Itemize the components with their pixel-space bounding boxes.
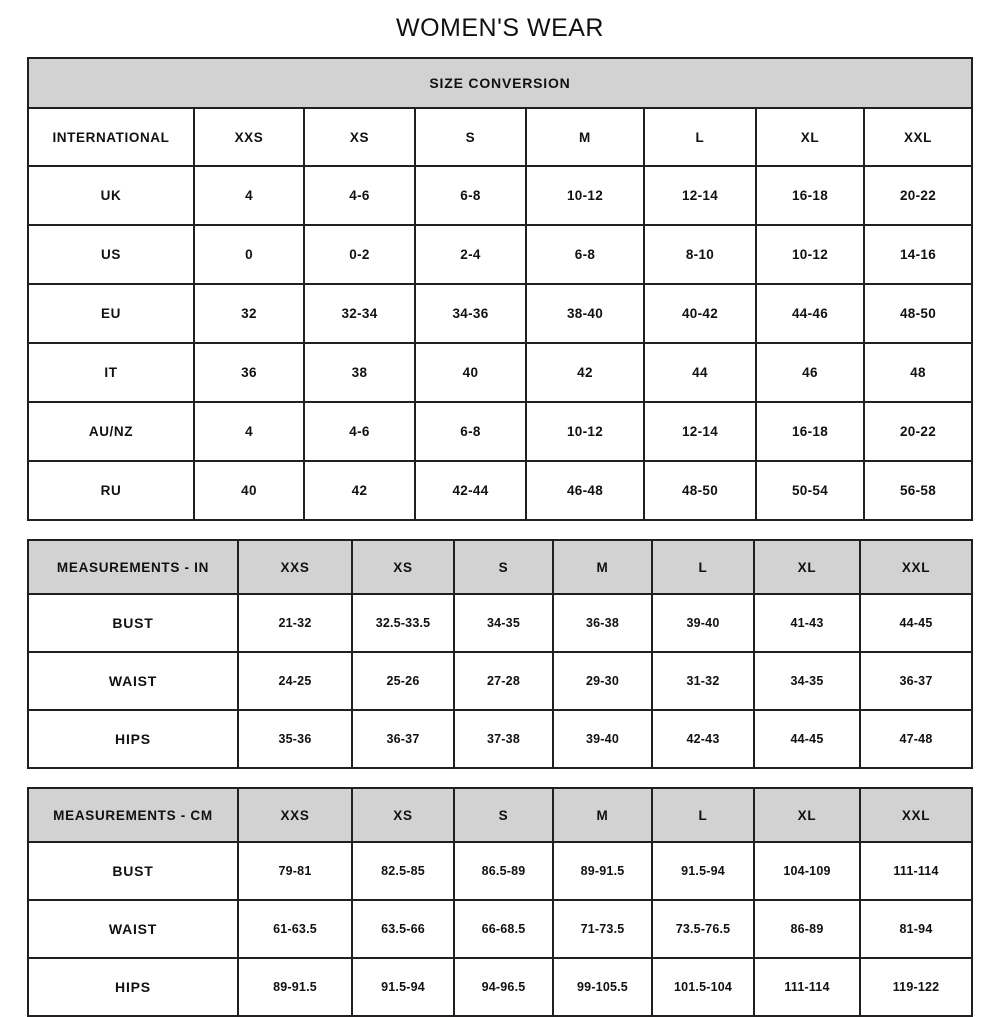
table-row [28, 958, 972, 1016]
cell: 4-6 [304, 166, 415, 225]
cell: 44-45 [754, 710, 860, 768]
page-title: WOMEN'S WEAR [396, 14, 604, 42]
table-row [28, 58, 972, 108]
cell: 31-32 [652, 652, 754, 710]
column-header: M [553, 788, 652, 842]
column-header: L [652, 788, 754, 842]
cell: 16-18 [756, 166, 864, 225]
row-label: BUST [28, 842, 238, 900]
cell: 111-114 [860, 842, 972, 900]
cell: 36-37 [860, 652, 972, 710]
column-header: XL [754, 540, 860, 594]
cell: 6-8 [415, 166, 526, 225]
cell: 42-43 [652, 710, 754, 768]
table-row [28, 402, 972, 461]
cell: 42-44 [415, 461, 526, 520]
row-label: AU/NZ [28, 402, 194, 461]
cell: 48-50 [644, 461, 756, 520]
cell: 40-42 [644, 284, 756, 343]
cell: 44-46 [756, 284, 864, 343]
cell: 39-40 [652, 594, 754, 652]
cell: 40 [415, 343, 526, 402]
cell: 0-2 [304, 225, 415, 284]
cell: 66-68.5 [454, 900, 553, 958]
cell: 42 [304, 461, 415, 520]
cell: 14-16 [864, 225, 972, 284]
measurements-in-table [27, 539, 973, 769]
cell: 73.5-76.5 [652, 900, 754, 958]
cell: 4 [194, 402, 304, 461]
cell: 56-58 [864, 461, 972, 520]
cell: 35-36 [238, 710, 352, 768]
cell: 20-22 [864, 402, 972, 461]
row-label: HIPS [28, 958, 238, 1016]
cell: 46 [756, 343, 864, 402]
cell: 34-35 [754, 652, 860, 710]
column-header: M [526, 108, 644, 166]
cell: 29-30 [553, 652, 652, 710]
cell: 119-122 [860, 958, 972, 1016]
cell: 48-50 [864, 284, 972, 343]
size-guide-page [0, 14, 1000, 1014]
cell: 81-94 [860, 900, 972, 958]
cell: 104-109 [754, 842, 860, 900]
cell: 20-22 [864, 166, 972, 225]
row-label: WAIST [28, 652, 238, 710]
table-row [28, 900, 972, 958]
cell: 71-73.5 [553, 900, 652, 958]
column-header: S [415, 108, 526, 166]
measurements-cm-table [27, 787, 973, 1017]
cell: 44-45 [860, 594, 972, 652]
cell: 86-89 [754, 900, 860, 958]
cell: 82.5-85 [352, 842, 454, 900]
cell: 32-34 [304, 284, 415, 343]
cell: 36-38 [553, 594, 652, 652]
column-header: L [652, 540, 754, 594]
column-header: XS [352, 540, 454, 594]
row-label: EU [28, 284, 194, 343]
cell: 44 [644, 343, 756, 402]
column-header: XXS [194, 108, 304, 166]
table-header-row [28, 788, 972, 842]
cell: 42 [526, 343, 644, 402]
cell: 32.5-33.5 [352, 594, 454, 652]
table-row [28, 284, 972, 343]
cell: 36 [194, 343, 304, 402]
cell: 40 [194, 461, 304, 520]
cell: 46-48 [526, 461, 644, 520]
cell: 6-8 [526, 225, 644, 284]
cell: 10-12 [756, 225, 864, 284]
cell: 8-10 [644, 225, 756, 284]
cell: 41-43 [754, 594, 860, 652]
table-header-row [28, 108, 972, 166]
cell: 99-105.5 [553, 958, 652, 1016]
cell: 86.5-89 [454, 842, 553, 900]
cell: 12-14 [644, 402, 756, 461]
column-header: XXL [864, 108, 972, 166]
cell: 21-32 [238, 594, 352, 652]
cell: 61-63.5 [238, 900, 352, 958]
cell: 37-38 [454, 710, 553, 768]
row-label: IT [28, 343, 194, 402]
column-header: XXL [860, 788, 972, 842]
column-header: MEASUREMENTS - CM [28, 788, 238, 842]
cell: 10-12 [526, 402, 644, 461]
cell: 2-4 [415, 225, 526, 284]
cell: 101.5-104 [652, 958, 754, 1016]
cell: 63.5-66 [352, 900, 454, 958]
table-row [28, 710, 972, 768]
cell: 89-91.5 [553, 842, 652, 900]
cell: 6-8 [415, 402, 526, 461]
column-header: L [644, 108, 756, 166]
cell: 34-36 [415, 284, 526, 343]
cell: 12-14 [644, 166, 756, 225]
cell: 94-96.5 [454, 958, 553, 1016]
row-label: RU [28, 461, 194, 520]
cell: 50-54 [756, 461, 864, 520]
table-row [28, 461, 972, 520]
column-header: XS [352, 788, 454, 842]
cell: 0 [194, 225, 304, 284]
column-header: XL [754, 788, 860, 842]
cell: 32 [194, 284, 304, 343]
cell: 38-40 [526, 284, 644, 343]
cell: 10-12 [526, 166, 644, 225]
column-header: M [553, 540, 652, 594]
row-label: UK [28, 166, 194, 225]
size-conversion-table [27, 57, 973, 521]
column-header: XL [756, 108, 864, 166]
table-row [28, 652, 972, 710]
cell: 89-91.5 [238, 958, 352, 1016]
table-row [28, 166, 972, 225]
column-header: S [454, 540, 553, 594]
column-header: MEASUREMENTS - IN [28, 540, 238, 594]
column-header: XXL [860, 540, 972, 594]
cell: 4 [194, 166, 304, 225]
table-row [28, 225, 972, 284]
column-header: XXS [238, 540, 352, 594]
cell: 24-25 [238, 652, 352, 710]
row-label: WAIST [28, 900, 238, 958]
cell: 27-28 [454, 652, 553, 710]
row-label: US [28, 225, 194, 284]
column-header: XS [304, 108, 415, 166]
size-conversion-banner: SIZE CONVERSION [28, 58, 972, 108]
cell: 91.5-94 [352, 958, 454, 1016]
cell: 16-18 [756, 402, 864, 461]
cell: 4-6 [304, 402, 415, 461]
table-header-row [28, 540, 972, 594]
cell: 38 [304, 343, 415, 402]
cell: 36-37 [352, 710, 454, 768]
row-label: BUST [28, 594, 238, 652]
cell: 91.5-94 [652, 842, 754, 900]
table-row [28, 842, 972, 900]
column-header: XXS [238, 788, 352, 842]
cell: 47-48 [860, 710, 972, 768]
cell: 39-40 [553, 710, 652, 768]
column-header: INTERNATIONAL [28, 108, 194, 166]
cell: 79-81 [238, 842, 352, 900]
cell: 48 [864, 343, 972, 402]
cell: 111-114 [754, 958, 860, 1016]
row-label: HIPS [28, 710, 238, 768]
cell: 25-26 [352, 652, 454, 710]
cell: 34-35 [454, 594, 553, 652]
column-header: S [454, 788, 553, 842]
table-row [28, 343, 972, 402]
table-row [28, 594, 972, 652]
